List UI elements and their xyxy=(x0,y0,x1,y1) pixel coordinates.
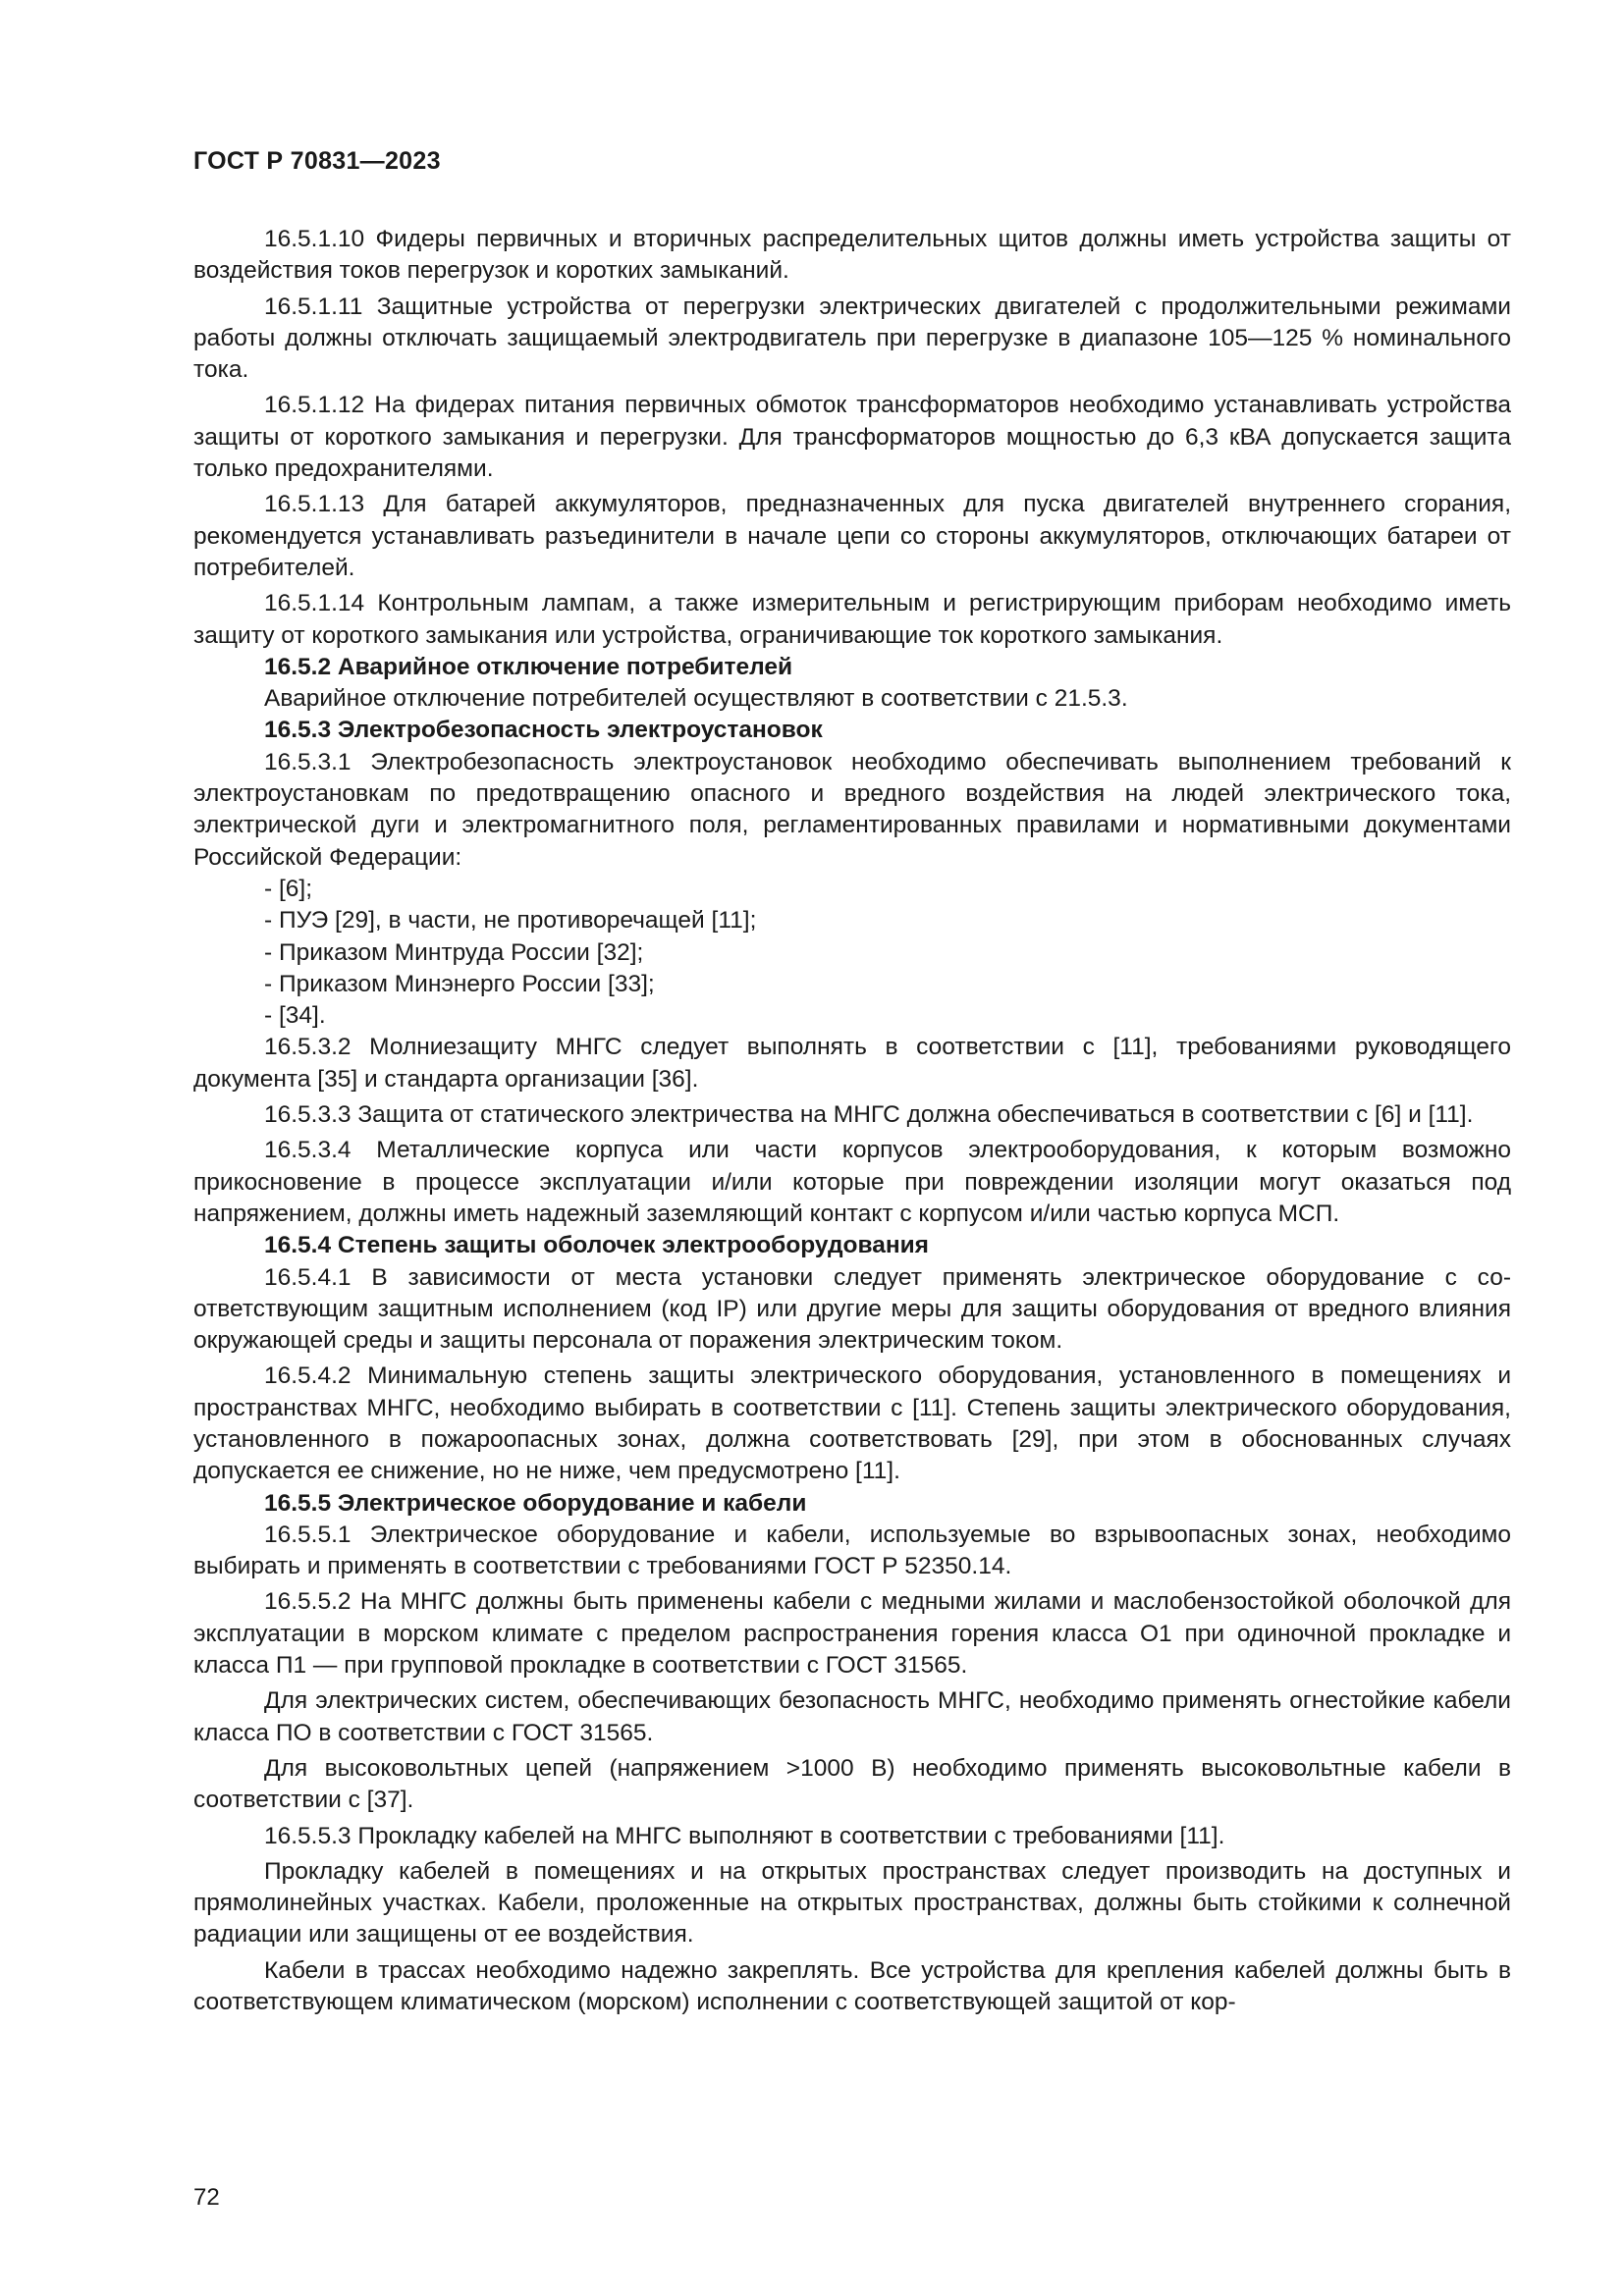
paragraph: Аварийное отключение потребителей осуществляют в соответствии с 21.5.3. xyxy=(264,685,1128,713)
paragraph: 16.5.3.2 Молниезащиту МНГС следует выполнять в соответствии с [11], требованиями руководящего документа [35] и стандарта организации [36]. xyxy=(193,1034,1511,1093)
paragraph: 16.5.4.1 В зависимости от места установки следует применять электрическое оборудование с соответствующим защитным исполнением (код IP) или другие меры для защиты оборудования от вредного влияния окружающей среды и защиты персонала от поражения электрическим током. xyxy=(193,1263,1511,1355)
document-header: ГОСТ Р 70831—2023 xyxy=(193,147,441,175)
paragraph: 16.5.1.11 Защитные устройства от перегрузки электрических двигателей с продолжительными режимами работы должны отключать защищаемый электродвигатель при перегрузке в диапазоне 105—125 % номинального тока. xyxy=(193,293,1511,384)
paragraph: 16.5.5.3 Прокладку кабелей на МНГС выполняют в соответствии с требованиями [11]. xyxy=(264,1822,1225,1849)
paragraph: 16.5.3.1 Электробезопасность электроустановок необходимо обеспечивать выполнением требований к электроустановкам по предотвращению опасного и вредного воздействия на людей электрического тока, электрической дуги и электромагнитного поля, регламентированных правилами и нормативными документами Российской Федерации: xyxy=(193,748,1511,871)
section-heading: 16.5.5 Электрическое оборудование и кабели xyxy=(264,1489,807,1517)
list-item: - Приказом Минэнерго России [33]; xyxy=(264,970,655,997)
section-heading: 16.5.3 Электробезопасность электроустановок xyxy=(264,717,823,744)
page-number: 72 xyxy=(193,2184,220,2211)
paragraph: 16.5.1.14 Контрольным лампам, а также измерительным и регистрирующим приборам необходимо иметь защиту от короткого замыкания или устройства, ограничивающие ток короткого замыкания. xyxy=(193,590,1511,649)
paragraph: 16.5.4.2 Минимальную степень защиты электрического оборудования, установленного в помещениях и пространствах МНГС, необходимо выбирать в соответствии с [11]. Степень защиты электрического оборудования, установленного в пожароопасных зонах, должна соответствовать [29], при этом в обоснованных случаях допускается ее снижение, но не ниже, чем предусмотрено [11]. xyxy=(193,1362,1511,1485)
paragraph: Кабели в трассах необходимо надежно закреплять. Все устройства для крепления кабелей должны быть в соответствующем климатическом (морском) исполнении с соответствующей защитой от кор- xyxy=(193,1956,1511,2016)
paragraph: 16.5.3.3 Защита от статического электричества на МНГС должна обеспечиваться в соответствии с [6] и [11]. xyxy=(264,1101,1474,1129)
list-item: - Приказом Минтруда России [32]; xyxy=(264,938,644,966)
document-body xyxy=(193,224,1511,2018)
paragraph: 16.5.3.4 Металлические корпуса или части корпусов электрооборудования, к которым возможно прикосновение в процессе эксплуатации и/или которые при повреждении изоляции могут оказаться под напряжением, должны иметь надежный заземляющий контакт с корпусом и/или частью корпуса МСП. xyxy=(193,1137,1511,1227)
paragraph: 16.5.1.12 На фидерах питания первичных обмоток трансформаторов необходимо устанавливать устройства защиты от короткого замыкания и перегрузки. Для трансформаторов мощностью до 6,3 кВА допускается защита только предохранителями. xyxy=(193,392,1511,483)
paragraph: Для высоковольтных цепей (напряжением >1000 В) необходимо применять высоковольтные кабели в соответствии с [37]. xyxy=(193,1754,1511,1814)
paragraph: 16.5.1.13 Для батарей аккумуляторов, предназначенных для пуска двигателей внутреннего сгорания, рекомендуется устанавливать разъединители в начале цепи со стороны аккумуляторов, отключающих батареи от потребителей. xyxy=(193,491,1511,581)
paragraph: Прокладку кабелей в помещениях и на открытых пространствах следует производить на доступных и прямолинейных участках. Кабели, проложенные на открытых пространствах, должны быть стойкими к солнечной радиации или защищены от ее воздействия. xyxy=(193,1857,1511,1949)
list-item: - [34]. xyxy=(264,1002,326,1030)
paragraph: 16.5.5.1 Электрическое оборудование и кабели, используемые во взрывоопасных зонах, необходимо выбирать и применять в соответствии с требованиями ГОСТ Р 52350.14. xyxy=(193,1521,1511,1580)
section-heading: 16.5.4 Степень защиты оболочек электрооборудования xyxy=(264,1232,929,1259)
list-item: - ПУЭ [29], в части, не противоречащей [11]; xyxy=(264,907,757,934)
paragraph: 16.5.5.2 На МНГС должны быть применены кабели с медными жилами и маслобензостойкой оболочкой для эксплуатации в морском климате с пределом распространения горения класса О1 при одиночной прокладке и класса П1 — при групповой прокладке в соответствии с ГОСТ 31565. xyxy=(193,1588,1511,1680)
list-item: - [6]; xyxy=(264,875,313,902)
paragraph: Для электрических систем, обеспечивающих безопасность МНГС, необходимо применять огнестойкие кабели класса ПО в соответствии с ГОСТ 31565. xyxy=(193,1687,1511,1746)
section-heading: 16.5.2 Аварийное отключение потребителей xyxy=(264,653,793,680)
paragraph: 16.5.1.10 Фидеры первичных и вторичных распределительных щитов должны иметь устройства защиты от воздействия токов перегрузок и коротких замыканий. xyxy=(193,226,1511,285)
